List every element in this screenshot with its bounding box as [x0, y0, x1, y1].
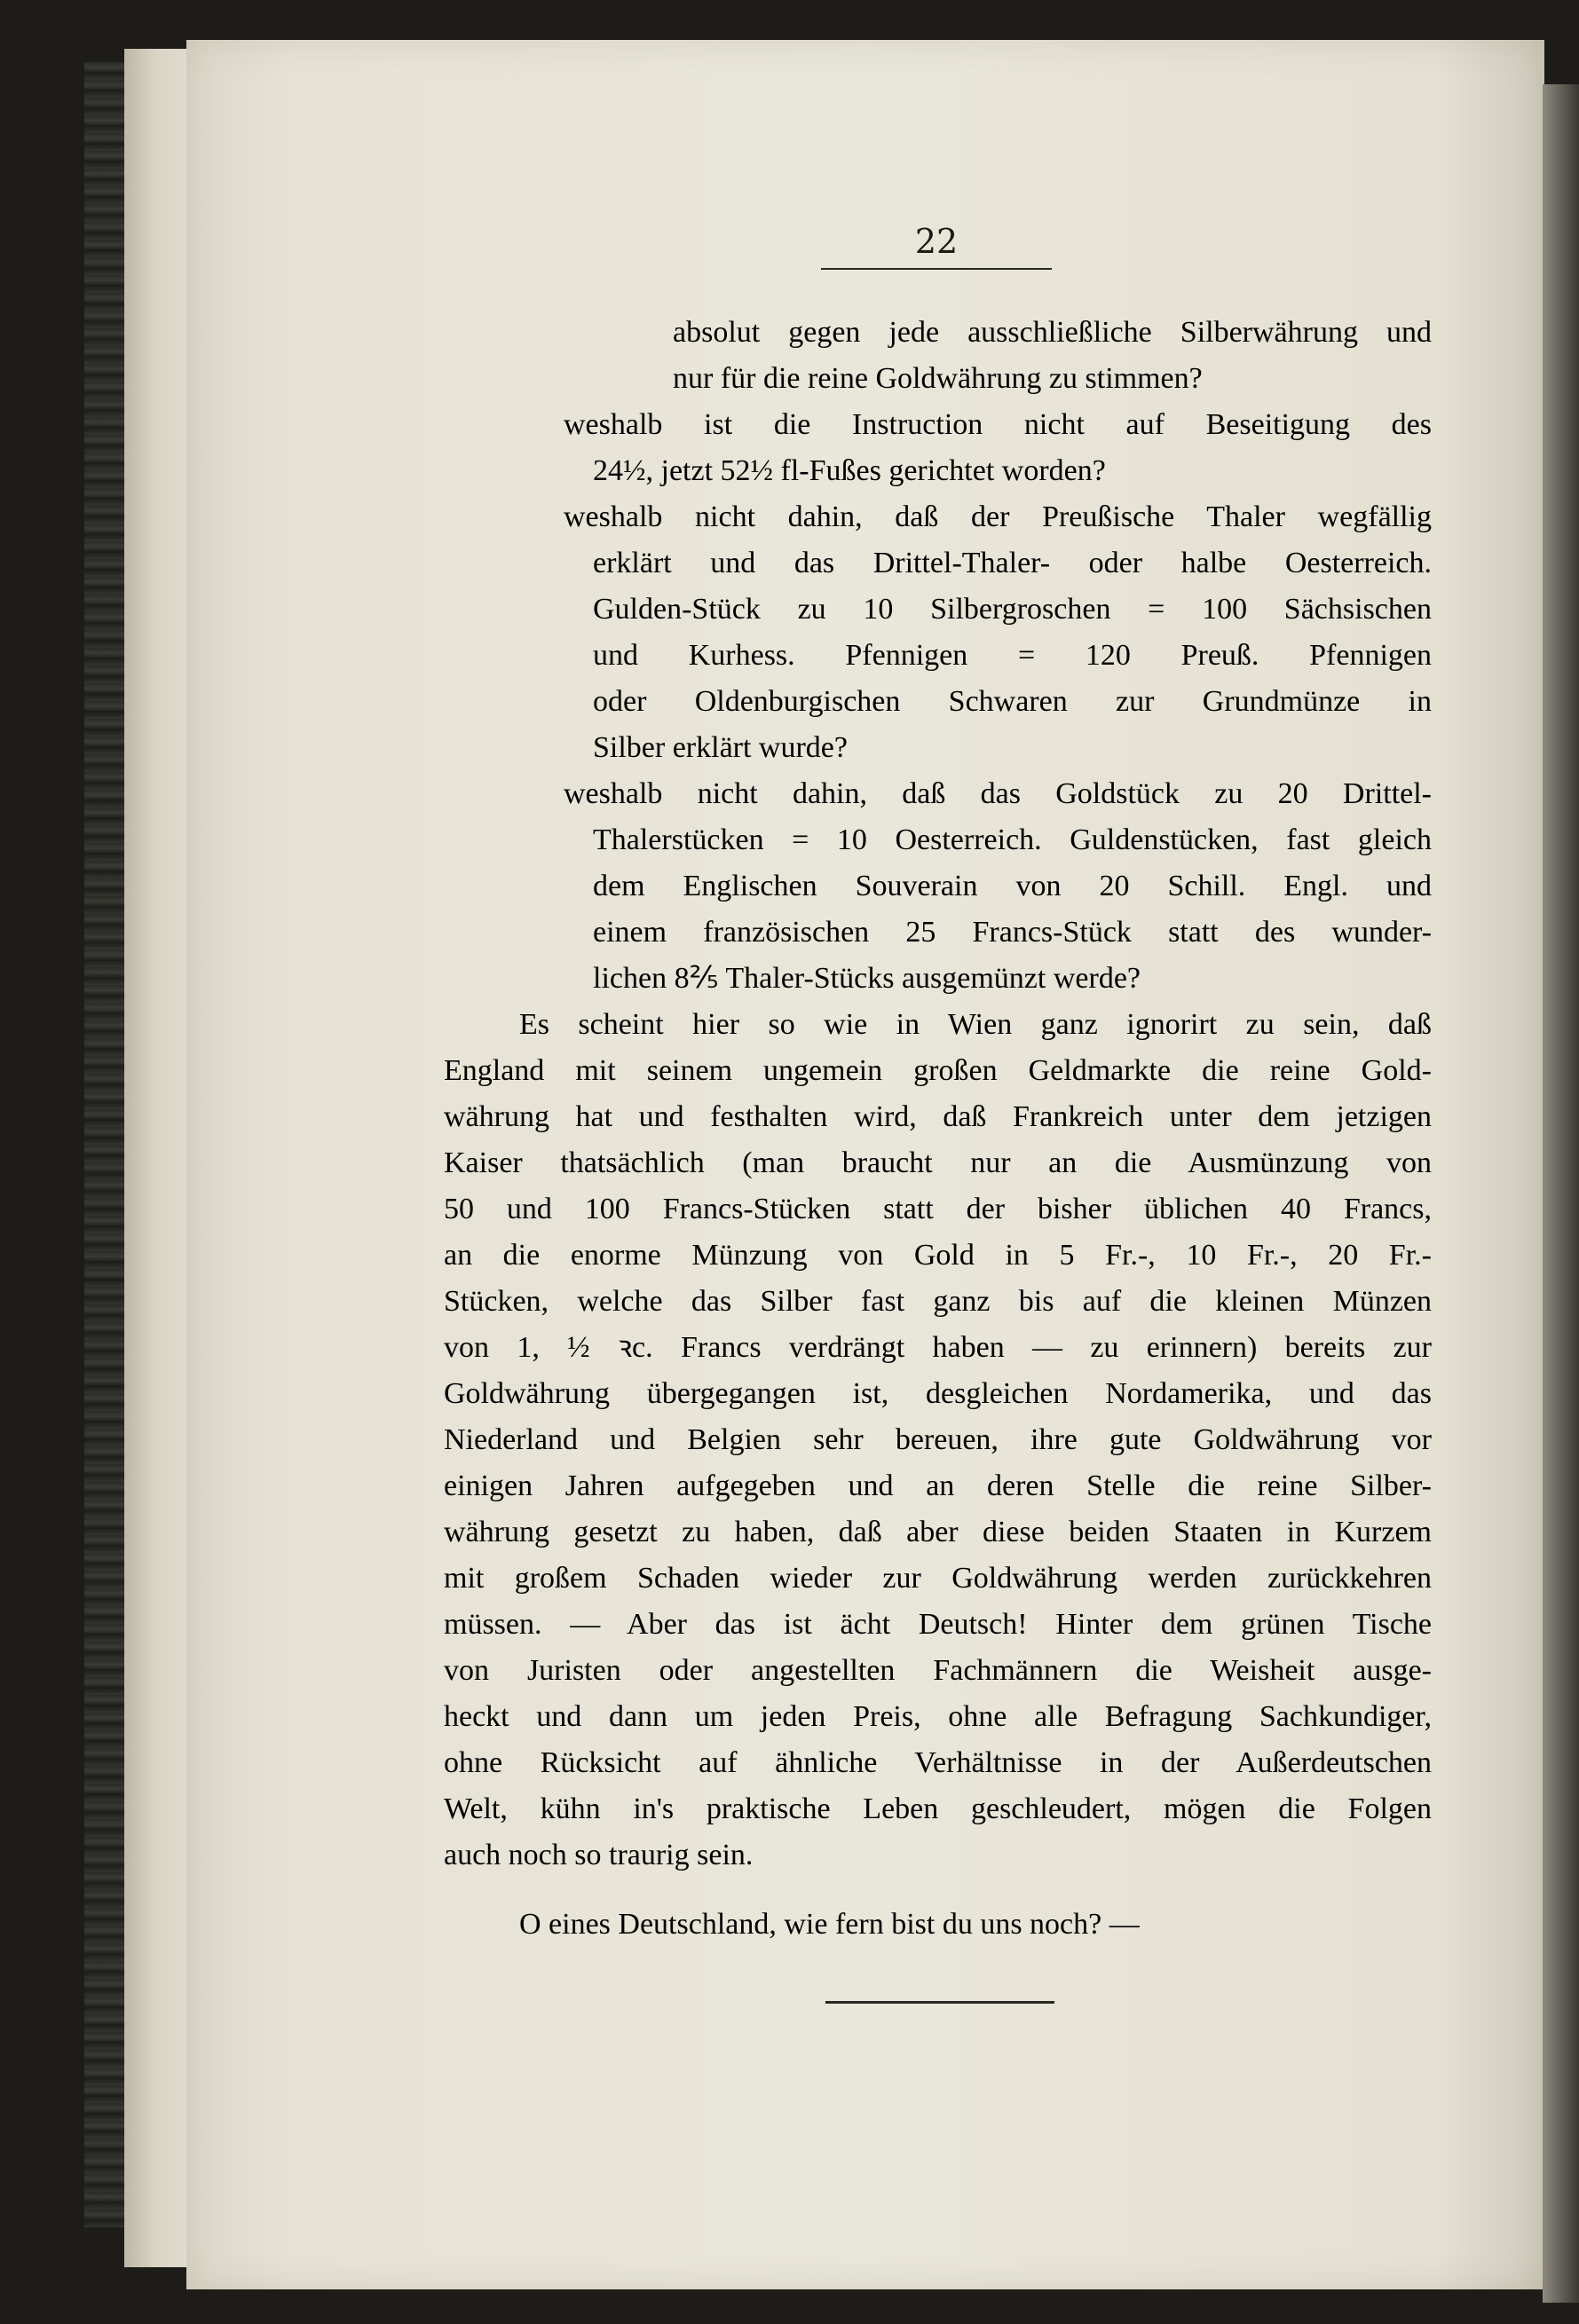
text-line: Gulden-Stück zu 10 Silbergroschen = 100 Sächsischen	[593, 593, 1432, 626]
header-rule	[821, 268, 1052, 270]
text-line: weshalb nicht dahin, daß der Preußische Thaler wegfällig	[564, 500, 1432, 533]
text-line: absolut gegen jede ausschließliche Silberwährung und	[673, 316, 1432, 349]
text-line: weshalb nicht dahin, daß das Goldstück zu 20 Drittel-	[564, 777, 1432, 810]
text-line: Kaiser thatsächlich (man braucht nur an die Ausmünzung von	[444, 1146, 1432, 1179]
text-line: von 1, ½ ꝛc. Francs verdrängt haben — zu erinnern) bereits zur	[444, 1331, 1432, 1364]
text-line: an die enorme Münzung von Gold in 5 Fr.-, 10 Fr.-, 20 Fr.-	[444, 1239, 1432, 1272]
text-line: heckt und dann um jeden Preis, ohne alle Befragung Sachkundiger,	[444, 1700, 1432, 1733]
text-line: von Juristen oder angestellten Fachmännern die Weisheit ausge-	[444, 1654, 1432, 1687]
text-line: einigen Jahren aufgegeben und an deren Stelle die reine Silber-	[444, 1469, 1432, 1502]
text-line: mit großem Schaden wieder zur Goldwährung werden zurückkehren	[444, 1562, 1432, 1595]
text-line: 50 und 100 Francs-Stücken statt der bisher üblichen 40 Francs,	[444, 1193, 1432, 1225]
text-line: lichen 8⅖ Thaler-Stücks ausgemünzt werde?	[593, 962, 1141, 995]
text-line: Niederland und Belgien sehr bereuen, ihre gute Goldwährung vor	[444, 1423, 1432, 1456]
page-right-shadow	[1543, 84, 1579, 2303]
text-line: währung gesetzt zu haben, daß aber diese beiden Staaten in Kurzem	[444, 1516, 1432, 1548]
text-line: dem Englischen Souverain von 20 Schill. Engl. und	[593, 870, 1432, 902]
text-line: oder Oldenburgischen Schwaren zur Grundmünze in	[593, 685, 1432, 718]
text-line: einem französischen 25 Francs-Stück statt des wunder-	[593, 916, 1432, 949]
text-line: England mit seinem ungemein großen Geldmarkte die reine Gold-	[444, 1054, 1432, 1087]
text-line: währung hat und festhalten wird, daß Frankreich unter dem jetzigen	[444, 1100, 1432, 1133]
text-line: Goldwährung übergegangen ist, desgleichen Nordamerika, und das	[444, 1377, 1432, 1410]
text-line: müssen. — Aber das ist ächt Deutsch! Hinter dem grünen Tische	[444, 1608, 1432, 1641]
text-line: erklärt und das Drittel-Thaler- oder halbe Oesterreich.	[593, 547, 1432, 579]
text-line: Welt, kühn in's praktische Leben geschleudert, mögen die Folgen	[444, 1792, 1432, 1825]
book-binding	[84, 62, 124, 2227]
text-line: Thalerstücken = 10 Oesterreich. Guldenstücken, fast gleich	[593, 823, 1432, 856]
text-line: auch noch so traurig sein.	[444, 1839, 754, 1871]
text-line: Silber erklärt wurde?	[593, 731, 848, 764]
text-line: 24½, jetzt 52½ fl-Fußes gerichtet worden?	[593, 454, 1106, 487]
text-line: O eines Deutschland, wie fern bist du uns noch? —	[519, 1908, 1140, 1941]
text-line: und Kurhess. Pfennigen = 120 Preuß. Pfennigen	[593, 639, 1432, 672]
text-line: weshalb ist die Instruction nicht auf Beseitigung des	[564, 408, 1432, 441]
text-line: Stücken, welche das Silber fast ganz bis auf die kleinen Münzen	[444, 1285, 1432, 1318]
end-rule	[825, 2001, 1054, 2004]
text-line: nur für die reine Goldwährung zu stimmen?	[673, 362, 1203, 395]
text-line: Es scheint hier so wie in Wien ganz ignorirt zu sein, daß	[519, 1008, 1432, 1041]
text-line: ohne Rücksicht auf ähnliche Verhältnisse in der Außerdeutschen	[444, 1746, 1432, 1779]
page-number: 22	[914, 222, 959, 261]
